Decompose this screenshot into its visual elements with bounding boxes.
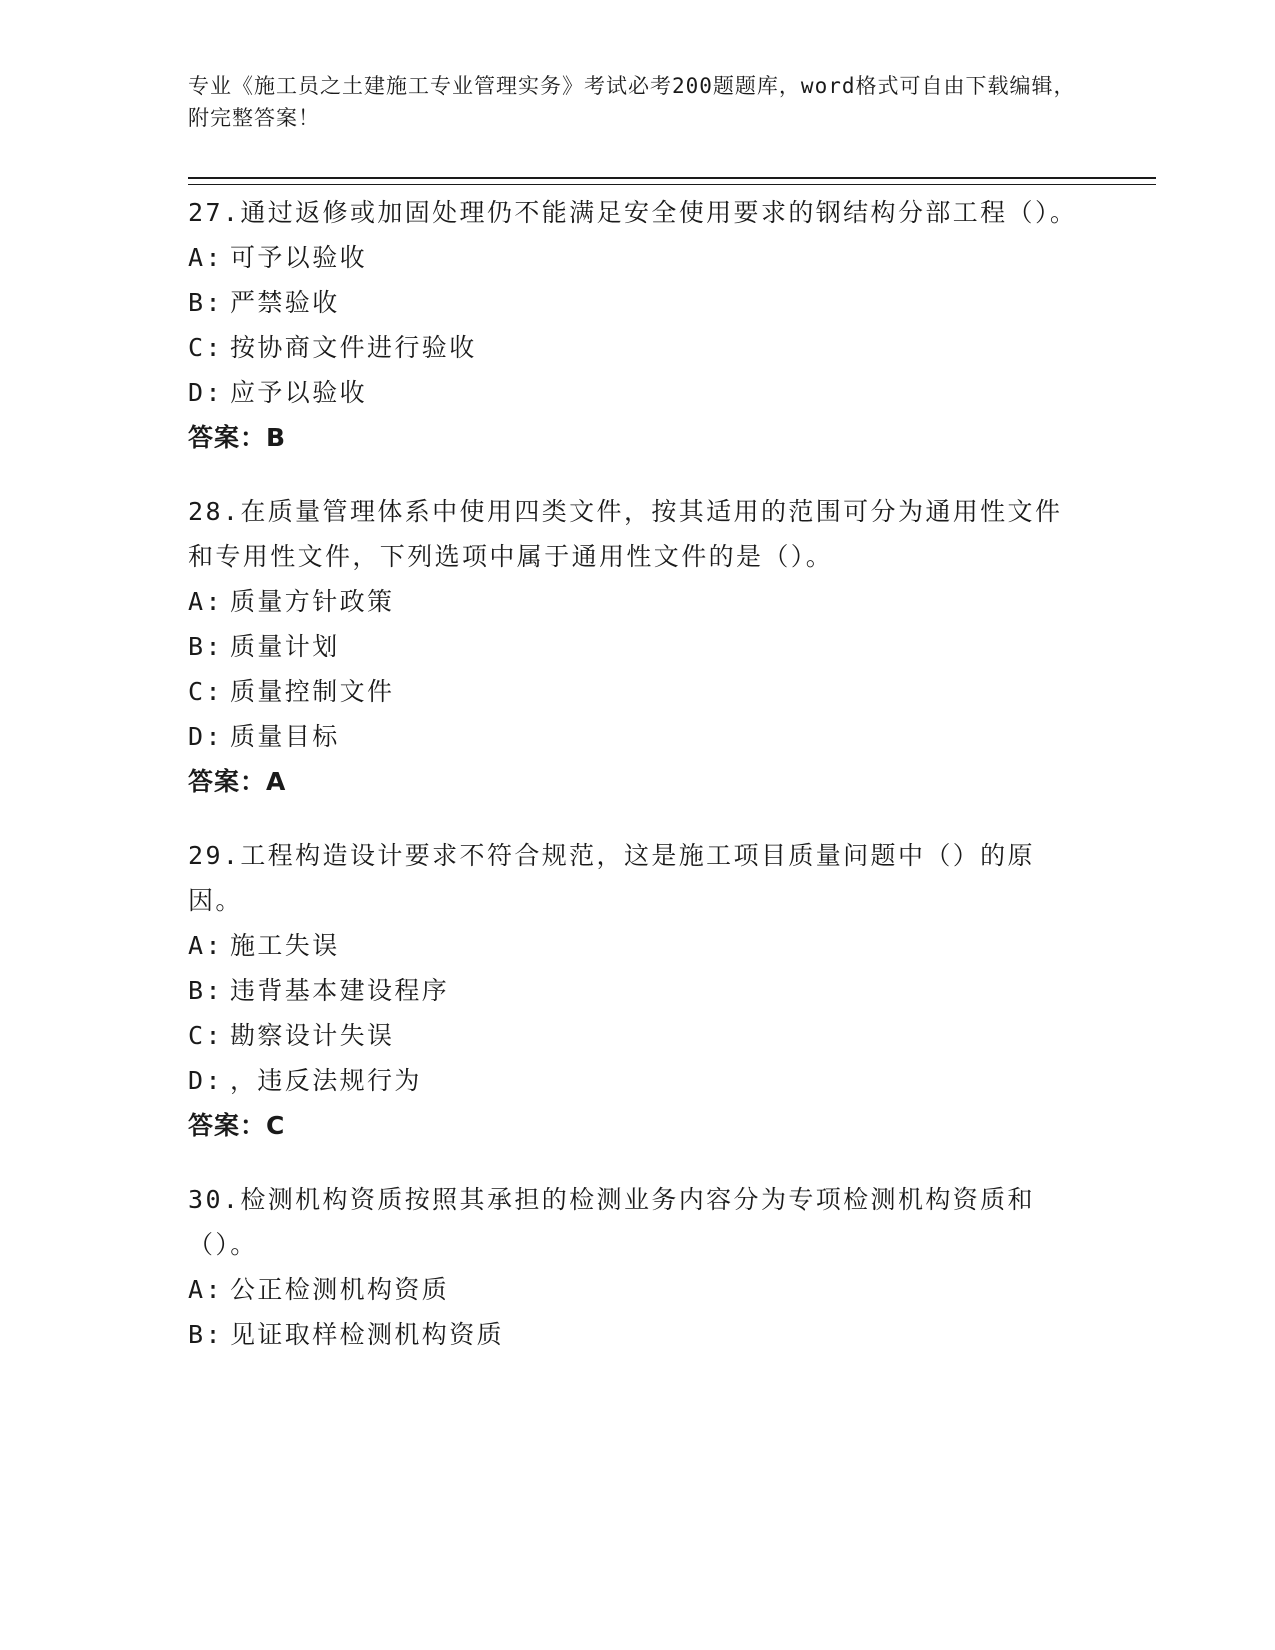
option-c — [188, 669, 1088, 714]
option-text: 按协商文件进行验收 — [230, 333, 477, 362]
option-text: 质量计划 — [230, 632, 340, 661]
option-key: B: — [188, 288, 223, 317]
option-key: D: — [188, 378, 223, 407]
option-text: 见证取样检测机构资质 — [230, 1320, 505, 1349]
option-a — [188, 923, 1088, 968]
header-divider-thin — [188, 184, 1156, 185]
option-d — [188, 370, 1088, 415]
option-key: B: — [188, 1320, 223, 1349]
option-text: 勘察设计失误 — [230, 1021, 395, 1050]
option-text: 严禁验收 — [230, 288, 340, 317]
question-27 — [188, 190, 1088, 460]
header-divider-thick — [188, 177, 1156, 179]
option-key: B: — [188, 976, 223, 1005]
option-key: D: — [188, 722, 223, 751]
option-text: 违背基本建设程序 — [230, 976, 450, 1005]
question-text: 30.检测机构资质按照其承担的检测业务内容分为专项检测机构资质和（）。 — [188, 1185, 1035, 1259]
option-key: C: — [188, 1021, 223, 1050]
option-a — [188, 579, 1088, 624]
option-key: A: — [188, 1275, 223, 1304]
option-text: 公正检测机构资质 — [230, 1275, 450, 1304]
option-key: C: — [188, 333, 223, 362]
question-text: 29.工程构造设计要求不符合规范，这是施工项目质量问题中（）的原因。 — [188, 841, 1035, 915]
answer-line: 答案：A — [188, 767, 287, 796]
question-28 — [188, 489, 1088, 804]
option-key: A: — [188, 243, 223, 272]
option-a — [188, 235, 1088, 280]
document-header: 专业《施工员之土建施工专业管理实务》考试必考200题题库，word格式可自由下载编辑，附完整答案！ — [188, 74, 1076, 130]
option-text: ，违反法规行为 — [230, 1066, 422, 1095]
option-key: D: — [188, 1066, 223, 1095]
answer-line: 答案：C — [188, 1111, 286, 1140]
option-text: 施工失误 — [230, 931, 340, 960]
option-text: 可予以验收 — [230, 243, 368, 272]
option-b — [188, 280, 1088, 325]
question-29 — [188, 833, 1088, 1148]
option-d — [188, 1058, 1088, 1103]
option-key: B: — [188, 632, 223, 661]
option-c — [188, 325, 1088, 370]
question-text: 28.在质量管理体系中使用四类文件，按其适用的范围可分为通用性文件和专用性文件，下列选项中属于通用性文件的是（）。 — [188, 497, 1063, 571]
option-c — [188, 1013, 1088, 1058]
option-a — [188, 1267, 1088, 1312]
option-b — [188, 624, 1088, 669]
option-text: 应予以验收 — [230, 378, 368, 407]
option-key: A: — [188, 587, 223, 616]
option-key: C: — [188, 677, 223, 706]
option-key: A: — [188, 931, 223, 960]
answer-line: 答案：B — [188, 423, 287, 452]
question-list — [188, 190, 1088, 1386]
option-text: 质量方针政策 — [230, 587, 395, 616]
option-b — [188, 968, 1088, 1013]
option-text: 质量控制文件 — [230, 677, 395, 706]
question-30 — [188, 1177, 1088, 1357]
option-b — [188, 1312, 1088, 1357]
option-text: 质量目标 — [230, 722, 340, 751]
option-d — [188, 714, 1088, 759]
question-text: 27.通过返修或加固处理仍不能满足安全使用要求的钢结构分部工程（）。 — [188, 198, 1078, 227]
